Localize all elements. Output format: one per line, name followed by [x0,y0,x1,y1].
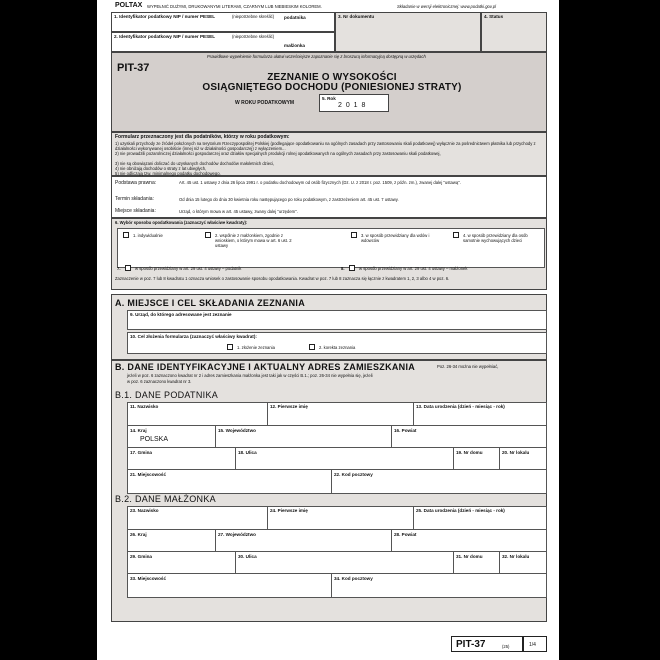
taxation-option-2-checkbox[interactable] [205,232,211,238]
nip-pesel-spouse-field[interactable]: 2. Identyfikator podatkowy NIP / numer PESEL (niepotrzebne skreślić) małżonka [111,32,335,52]
place-text: Urząd, o którym mowa w art. 45 ustawy, zwany dalej "urzędem". [179,209,298,214]
deadline-label: Termin składania: [115,196,154,202]
surname-field[interactable]: 11. Nazwisko [127,402,267,426]
spouse-postal-code-field[interactable]: 34. Kod pocztowy [331,574,547,598]
purpose-submission-label: 1. złożenie zeznania [237,345,275,350]
spouse-surname-field[interactable]: 23. Nazwisko [127,506,267,530]
footer-form-code-box [451,636,523,652]
b1-title: B.1. DANE PODATNIKA [115,390,219,400]
section-b-title: B. DANE IDENTYFIKACYJNE I AKTUALNY ADRES ZAMIESZKANIA [115,362,416,372]
postal-code-field[interactable]: 22. Kod pocztowy [331,470,547,494]
taxation-option-7-label: w sposób przewidziany w art. 29 ust. 4 ustawy – podatnik [135,266,242,271]
guide-note: Prawidłowe wypełnienie formularza ułatwi wcześniejsze zapoznanie się z broszurą informacyjną dostępną w urzędach [207,54,426,59]
nip-pesel-taxpayer-field[interactable]: 1. Identyfikator podatkowy NIP / numer PESEL (niepotrzebne skreślić) podatnika [111,12,335,32]
deadline-text: Od dnia 15 lutego do dnia 30 kwietnia roku następującego po roku podatkowym, z zastrzeżeniem art. 45 ust. 7 ustawy. [179,197,399,202]
intro-heading: Formularz przeznaczony jest dla podatników, którzy w roku podatkowym: [115,134,290,140]
spouse-city-field[interactable]: 33. Miejscowość [127,574,331,598]
legal-basis-text: Art. 45 ust. 1 ustawy z dnia 26 lipca 1991 r. o podatku dochodowym od osób fizycznych (Dz. U. z 2018 r. poz. 1509, z późn. zm.), zwanej dalej "ustawą". [179,180,461,185]
taxation-option-1-label: 1. indywidualnie [133,233,163,238]
street-field[interactable]: 18. Ulica [235,448,453,470]
option-7-number: 7. [117,266,121,271]
house-number-field[interactable]: 19. Nr domu [453,448,499,470]
spouse-apartment-number-field[interactable]: 32. Nr lokalu [499,552,547,574]
spouse-country-field[interactable]: 26. Kraj [127,530,215,552]
form-title-line1: ZEZNANIE O WYSOKOŚCI [267,72,397,83]
intro-item-5: 5) nie odliczają tzw. minimalnego podatku dochodowego. [115,171,221,176]
taxation-option-3-label: 3. w sposób przewidziany dla wdów i wdowców [361,233,430,243]
tax-office-field[interactable]: 9. Urząd, do którego adresowane jest zeznanie [127,310,547,330]
birth-date-field[interactable]: 13. Data urodzenia (dzień - miesiąc - rok) [413,402,547,426]
intro-item-2: 2) nie prowadzili pozarolniczej działalności gospodarczej oraz działów specjalnych produkcji rolnej opodatkowanych na ogólnych zasadach przy zastosowaniu skali podatkowej, [115,151,441,156]
city-field[interactable]: 21. Miejscowość [127,470,331,494]
municipality-field[interactable]: 17. Gmina [127,448,235,470]
footer-page-box [523,636,547,652]
status-field: 4. Status [481,12,547,52]
place-label: Miejsce składania: [115,208,156,214]
web-note: Składanie w wersji elektronicznej: www.podatki.gov.pl [397,4,497,9]
first-name-field[interactable]: 12. Pierwsze imię [267,402,413,426]
purpose-correction-label: 2. korekta zeznania [319,345,356,350]
section-b-title-note: Poz. 26-34 można nie wypełniać, [437,364,499,369]
spouse-street-field[interactable]: 30. Ulica [235,552,453,574]
intro-item-1: 1) uzyskali przychody ze źródeł położonych na terytorium Rzeczypospolitej Polskiej (podlegające opodatkowaniu na ogólnych zasadach przy zastosowaniu skali podatkowej) wyłącznie za pośrednictwem płatnika lub przychody z działalności wykonywanej osobiście (innej niż w działalności gospodarczej) z wyłączeniem... [115,141,536,151]
pit37-form-page [97,0,559,660]
taxation-option-8-label: w sposób przewidziany w art. 29 ust. 4 ustawy – małżonek [359,266,468,271]
instruction-text: WYPEŁNIĆ DUŻYMI, DRUKOWANYMI LITERAMI, CZARNYM LUB NIEBIESKIM KOLOREM. [147,4,322,9]
apartment-number-field[interactable]: 20. Nr lokalu [499,448,547,470]
footer-form-version: (25) [502,644,510,649]
option-8-number: 8. [341,266,345,271]
spouse-municipality-field[interactable]: 29. Gmina [127,552,235,574]
tax-year-label: W ROKU PODATKOWYM [235,100,295,106]
tax-year-field[interactable]: 5. Rok 2 0 1 8 [319,94,389,112]
form-title-line2: OSIĄGNIĘTEGO DOCHODU (PONIESIONEJ STRATY) [202,82,462,93]
taxation-heading: 6. Wybór sposobu opodatkowania (zaznaczyć właściwe kwadraty): [115,220,248,225]
taxation-option-3-checkbox[interactable] [351,232,357,238]
section-b-note-line3: w poz. 6 zaznaczono kwadrat nr 3. [127,379,192,384]
section-b-note-line2: jeżeli w poz. 6 zaznaczono kwadrat nr 2 i adres zamieszkania małżonka jest taki jak w części B.1.; poz. 26-34 nie wypełnia się, jeżeli [127,373,373,378]
section-a-title: A. MIEJSCE I CEL SKŁADANIA ZEZNANIA [115,298,306,308]
intro-item-4: 4) nie obniżają dochodów o straty z lat ubiegłych, [115,166,207,171]
spouse-birth-date-field[interactable]: 25. Data urodzenia (dzień - miesiąc - rok) [413,506,547,530]
form-code: PIT-37 [117,62,150,74]
spouse-house-number-field[interactable]: 31. Nr domu [453,552,499,574]
county-field[interactable]: 16. Powiat [391,426,547,448]
footer-form-code: PIT-37 [456,639,486,650]
tax-year-value: 2 0 1 8 [338,102,367,109]
taxation-option-8-checkbox[interactable] [349,265,355,271]
purpose-submission-checkbox[interactable] [227,344,233,350]
spouse-voivodeship-field[interactable]: 27. Województwo [215,530,391,552]
footer-page-number: 1/4 [529,642,536,648]
voivodeship-field[interactable]: 15. Województwo [215,426,391,448]
document-number-field: 3. Nr dokumentu [335,12,481,52]
legal-basis-label: Podstawa prawna: [115,180,157,186]
taxation-option-2-label: 2. wspólnie z małżonkiem, zgodnie z wnioskiem, o którym mowa w art. 6 ust. 2 ustawy [215,233,292,248]
country-value: POLSKA [140,436,169,443]
b2-title: B.2. DANE MAŁŻONKA [115,494,216,504]
taxation-option-1-checkbox[interactable] [123,232,129,238]
taxation-note: Zaznaczenie w poz. 7 lub 8 kwadratu 1 oznacza wniosek o zastosowanie sposobu opodatkowania. Kwadrat w poz. 7 lub 8 zaznacza się łącznie z kwadratem 1, 2, 3 albo 4 w poz. 6. [115,276,450,281]
taxation-option-4-label: 4. w sposób przewidziany dla osób samotnie wychowujących dzieci [463,233,528,243]
brand-label: POLTAX [115,2,143,9]
taxation-option-7-checkbox[interactable] [125,265,131,271]
spouse-first-name-field[interactable]: 24. Pierwsze imię [267,506,413,530]
taxation-option-4-checkbox[interactable] [453,232,459,238]
purpose-field: 10. Cel złożenia formularza (zaznaczyć właściwy kwadrat): [127,332,547,354]
country-field[interactable]: 14. Kraj POLSKA [127,426,215,448]
purpose-correction-checkbox[interactable] [309,344,315,350]
spouse-county-field[interactable]: 28. Powiat [391,530,547,552]
intro-item-3: 3) nie są obowiązani doliczać do uzyskanych dochodów dochodów małoletnich dzieci, [115,161,275,166]
